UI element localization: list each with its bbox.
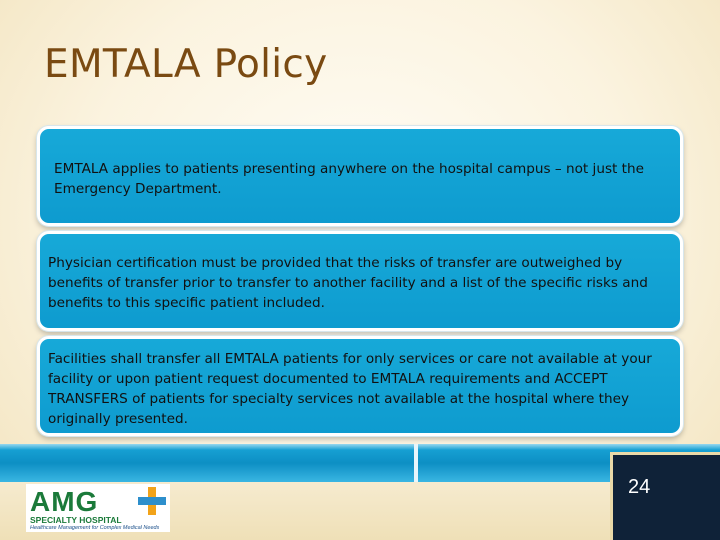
page-number: 24 [628,476,651,498]
medical-cross-icon [138,487,166,515]
bullet-box-3 [37,336,683,436]
bullet-box-1 [37,126,683,226]
footer-divider [414,444,418,482]
page-number-card [610,452,720,540]
bullet-text-2: Physician certification must be provided that the risks of transfer are outweighed by benefits of transfer prior to transfer to another facility and a list of the specific risks and benefits to this specific patient included. [48,255,648,311]
bullet-text-1: EMTALA applies to patients presenting anywhere on the hospital campus – not just the Emergency Department. [54,161,644,197]
logo-wordmark: AMG [30,486,99,517]
amg-logo [26,484,170,532]
bullet-box-2 [37,231,683,331]
logo-tagline: Healthcare Management for Complex Medical Needs [30,525,160,531]
bullet-text-3: Facilities shall transfer all EMTALA patients for only services or care not available at your facility or upon patient request documented to EMTALA requirements and ACCEPT TRANSFERS of patients for specialty services not available at the hospital where they originally presented. [48,351,652,427]
logo-subtitle: SPECIALTY HOSPITAL [30,515,122,525]
slide-title: EMTALA Policy [44,42,328,87]
